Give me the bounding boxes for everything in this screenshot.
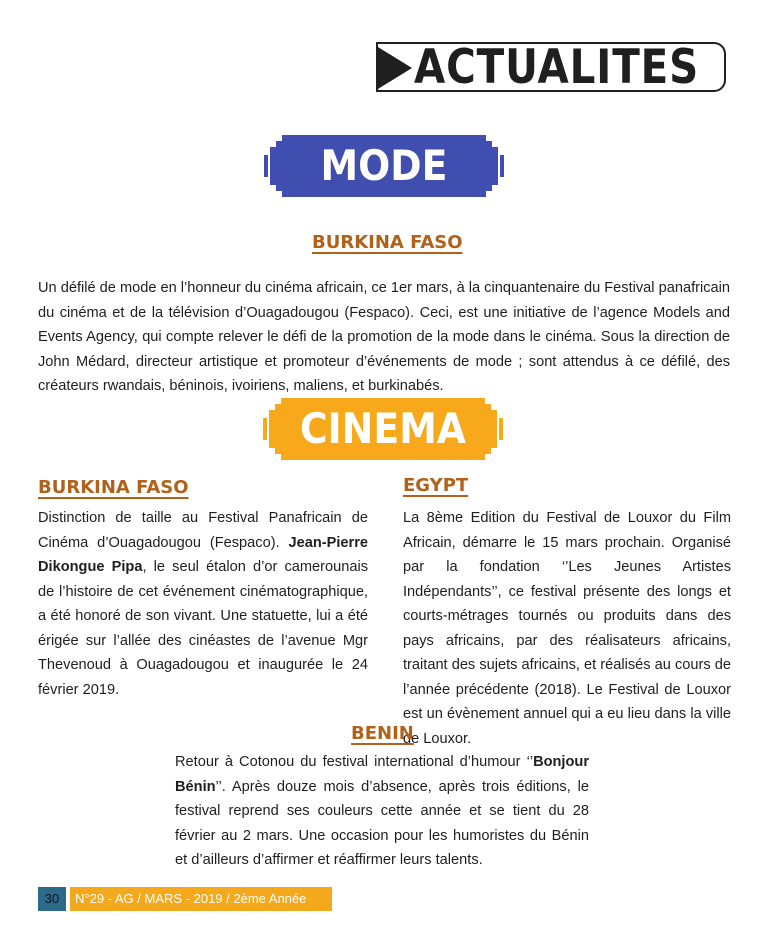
mode-heading: BURKINA FASO: [312, 232, 463, 253]
mode-banner-label: MODE: [320, 141, 448, 190]
mode-body: Un défilé de mode en l’honneur du cinéma africain, ce 1er mars, à la cinquantenaire du Festival panafricain du cinéma et de la télévision d’Ouagadougou (Fespaco). Ceci, est une initiative de l’agence Models and Events Agency, qui compte relever le défi de la promotion de la mode dans le cinéma. Sous la direction de John Médard, directeur artistique et promoteur d’événements de mode ; sont attendus à ce défilé, des créateurs rwandais, béninois, ivoiriens, maliens, et burkinabés.: [38, 280, 730, 394]
festival-name: Bonjour Bénin: [175, 754, 589, 795]
cinema-banner-label: CINEMA: [299, 404, 467, 453]
cinema-banner: [269, 398, 497, 460]
cinema-benin-body: Retour à Cotonou du festival international d’humour ‘’Bonjour Bénin’’. Après douze mois d’absence, après trois éditions, le festival reprend ses couleurs cette année et se tient du 28 février au 2 mars. Une occasion pour les humoristes du Bénin et d’ailleurs d’affirmer et réaffirmer leurs talents.: [175, 754, 589, 868]
mode-banner: [270, 135, 498, 197]
page-number: 30: [38, 887, 66, 911]
play-arrow-icon: [378, 47, 412, 89]
cinema-burkina-heading: BURKINA FASO: [38, 477, 189, 498]
honoree-name: Jean-Pierre Dikongue Pipa: [38, 534, 368, 575]
cinema-benin-heading: BENIN: [351, 723, 414, 744]
issue-footer: N°29 - AG / MARS - 2019 / 2ème Année: [70, 887, 332, 911]
cinema-burkina-body: Distinction de taille au Festival Panafricain de Cinéma d’Ouagadougou (Fespaco). Jean-Pierre Dikongue Pipa, le seul étalon d’or camerounais de l’histoire de cet événement cinématographique, a été honoré de son vivant. Une statuette, lui a été érigée sur l’allée des cinéastes de l’avenue Mgr Thevenoud à Ouagadougou et inaugurée le 24 février 2019.: [38, 510, 369, 698]
cinema-egypt-body: La 8ème Edition du Festival de Louxor du Film Africain, démarre le 15 mars prochain. Organisé par la fondation ‘’Les Jeunes Artistes Indépendants’’, ce festival présente des longs et courts-métrages tournés ou produits dans des pays africains, par des réalisateurs africains, traitant des sujets africains, et réalisés au cours de l’année précédente (2018). Le Festival de Louxor est un évènement annuel qui a eu lieu dans la ville de Louxor.: [403, 510, 731, 747]
section-header-title: ACTUALITES: [414, 40, 700, 95]
cinema-egypt-heading: EGYPT: [403, 475, 469, 496]
